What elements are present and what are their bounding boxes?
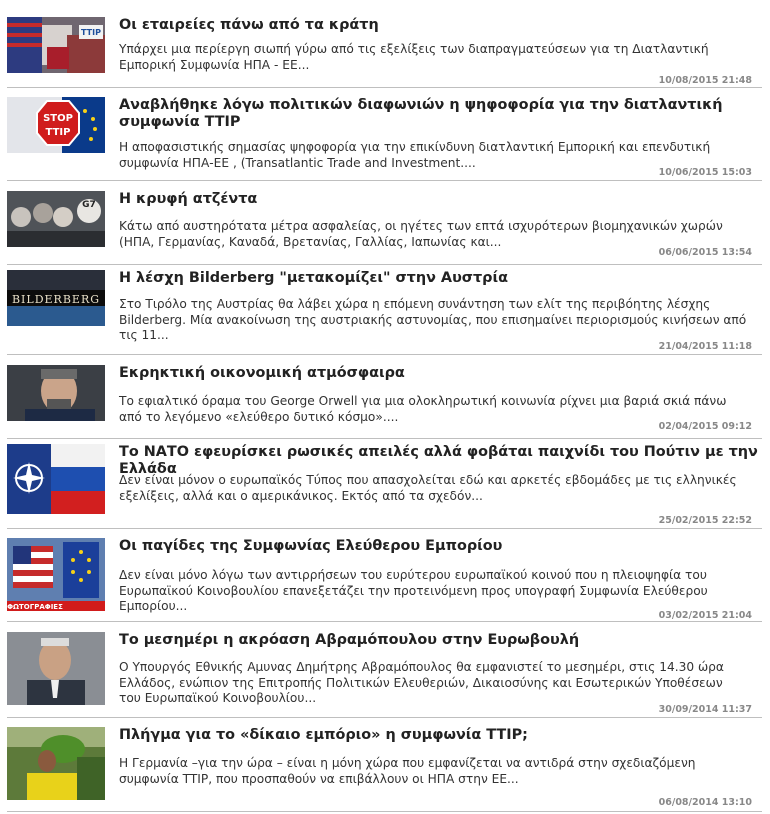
article-title[interactable]: Η λέσχη Bilderberg "μετακομίζει" στην Αυστρία [119,270,508,286]
svg-text:TTIP: TTIP [45,127,71,138]
portrait-thumbnail[interactable] [7,365,105,421]
politician-portrait-thumbnail[interactable] [7,632,105,705]
article-title[interactable]: Το μεσημέρι η ακρόαση Αβραμόπουλου στην Ευρωβουλή [119,632,580,648]
list-item [0,270,770,354]
article-date: 06/08/2014 13:10 [658,797,752,808]
article-excerpt: Το εφιαλτικό όραμα του George Orwell για μια ολοκληρωτική κοινωνία ρίχνει μια βαριά σκιά πάνω από το λεγόμενο «ελεύθερο δυτικό κόσμο».... [119,394,727,424]
article-excerpt: Ο Υπουργός Εθνικής Αμυνας Δημήτρης Αβραμόπουλος θα εμφανιστεί το μεσημέρι, στις 14.30 ώρα Ελλάδος, ενώπιον της Επιτροπής Πολιτικών Ελευθεριών, Δικαιοσύνης και Εσωτερικών Υποθέσεων του Ευρωπαϊκού Κοινοβουλίου... [119,660,724,705]
g7-masks-thumbnail[interactable] [7,191,105,247]
article-title[interactable]: Οι εταιρείες πάνω από τα κράτη [119,17,379,33]
article-title[interactable]: Οι παγίδες της Συμφωνίας Ελεύθερου Εμπορίου [119,538,503,554]
article-date: 02/04/2015 09:12 [658,421,752,432]
article-excerpt: Στο Τιρόλο της Αυστρίας θα λάβει χώρα η επόμενη συνάντηση των ελίτ της περιβόητης λέσχης Bilderberg. Μία ανακοίνωση της αυστριακής αστυνομίας, που επισημαίνει περιορισμούς κινήσεων από τις 11... [119,297,747,342]
svg-text:STOP: STOP [43,113,73,124]
banana-farmer-thumbnail[interactable] [7,727,105,800]
list-item [0,191,770,264]
article-date: 10/06/2015 15:03 [658,167,752,178]
list-item [0,538,770,621]
list-item [0,727,770,811]
divider [7,621,762,622]
svg-text:TTIP: TTIP [81,28,101,37]
list-item [0,444,770,528]
list-item [0,632,770,717]
article-excerpt: Κάτω από αυστηρότατα μέτρα ασφαλείας, οι ηγέτες των επτά ισχυρότερων βιομηχανικών χωρών (ΗΠΑ, Γερμανίας, Καναδά, Βρετανίας, Γαλλίας, Ιαπωνίας και... [119,219,723,249]
divider [7,180,762,181]
article-excerpt: Δεν είναι μόνον ο ευρωπαϊκός Τύπος που απασχολείται εδώ και αρκετές εβδομάδες με τις ελληνικές εξελίξεις, αλλά και ο αμερικάνικος. Εκτός από τα σχεδόν... [119,473,737,503]
article-title[interactable]: Αναβλήθηκε λόγω πολιτικών διαφωνιών η ψηφοφορία για την διατλαντική συμφωνία TTIP [119,97,723,130]
divider [7,438,762,439]
article-excerpt: Υπάρχει μια περίεργη σιωπή γύρω από τις εξελίξεις των διαπραγματεύσεων για τη Διατλαντική Εμπορική Συμφωνία ΗΠΑ - ΕΕ... [119,42,709,72]
divider [7,354,762,355]
article-title[interactable]: Το ΝΑΤΟ εφευρίσκει ρωσικές απειλές αλλά φοβάται παιχνίδι του Πούτιν με την Ελλάδα [119,444,758,477]
article-excerpt: Η Γερμανία –για την ώρα – είναι η μόνη χώρα που εμφανίζεται να αντιδρά στην σχεδιαζόμενη συμφωνία TTIP, που προσπαθούν να επιβάλλουν οι ΗΠΑ στην ΕΕ... [119,756,696,786]
nato-russia-flags-thumbnail[interactable] [7,444,105,514]
article-date: 21/04/2015 11:18 [658,341,752,352]
us-eu-flags-thumbnail[interactable] [7,538,105,611]
article-excerpt: Δεν είναι μόνο λόγω των αντιρρήσεων του ευρύτερου ευρωπαϊκού κοινού που η πλειοψηφία του Ευρωπαϊκού Κοινοβουλίου επανεξετάζει την προτεινόμενη προς υπογραφή Συμφωνία Ελεύθερου Εμπορίου... [119,568,708,613]
article-date: 03/02/2015 21:04 [658,610,752,621]
bilderberg-banner-thumbnail[interactable] [7,270,105,326]
list-item [0,365,770,438]
divider [7,87,762,88]
divider [7,264,762,265]
article-date: 25/02/2015 22:52 [658,515,752,526]
article-date: 10/08/2015 21:48 [658,75,752,86]
divider [7,528,762,529]
article-date: 06/06/2015 13:54 [658,247,752,258]
svg-text:BILDERBERG: BILDERBERG [11,293,101,306]
svg-text:G7: G7 [82,200,96,210]
list-item [0,97,770,180]
article-date: 30/09/2014 11:37 [658,704,752,715]
article-excerpt: Η αποφασιστικής σημασίας ψηφοφορία για την επικίνδυνη διατλαντική Εμπορική και επενδυτική συμφωνία ΗΠΑ-ΕΕ , (Transatlantic Trade and Investment.... [119,140,711,170]
divider [7,811,762,812]
ttip-protest-thumbnail[interactable] [7,17,105,73]
article-title[interactable]: Εκρηκτική οικονομική ατμόσφαιρα [119,365,405,381]
stop-ttip-sign-thumbnail[interactable] [7,97,105,153]
divider [7,717,762,718]
svg-text:ΦΩΤΟΓΡΑΦΙΕΣ: ΦΩΤΟΓΡΑΦΙΕΣ [7,603,63,611]
article-title[interactable]: Πλήγμα για το «δίκαιο εμπόριο» η συμφωνία TTIP; [119,727,528,743]
list-item [0,17,770,87]
article-title[interactable]: Η κρυφή ατζέντα [119,191,258,207]
